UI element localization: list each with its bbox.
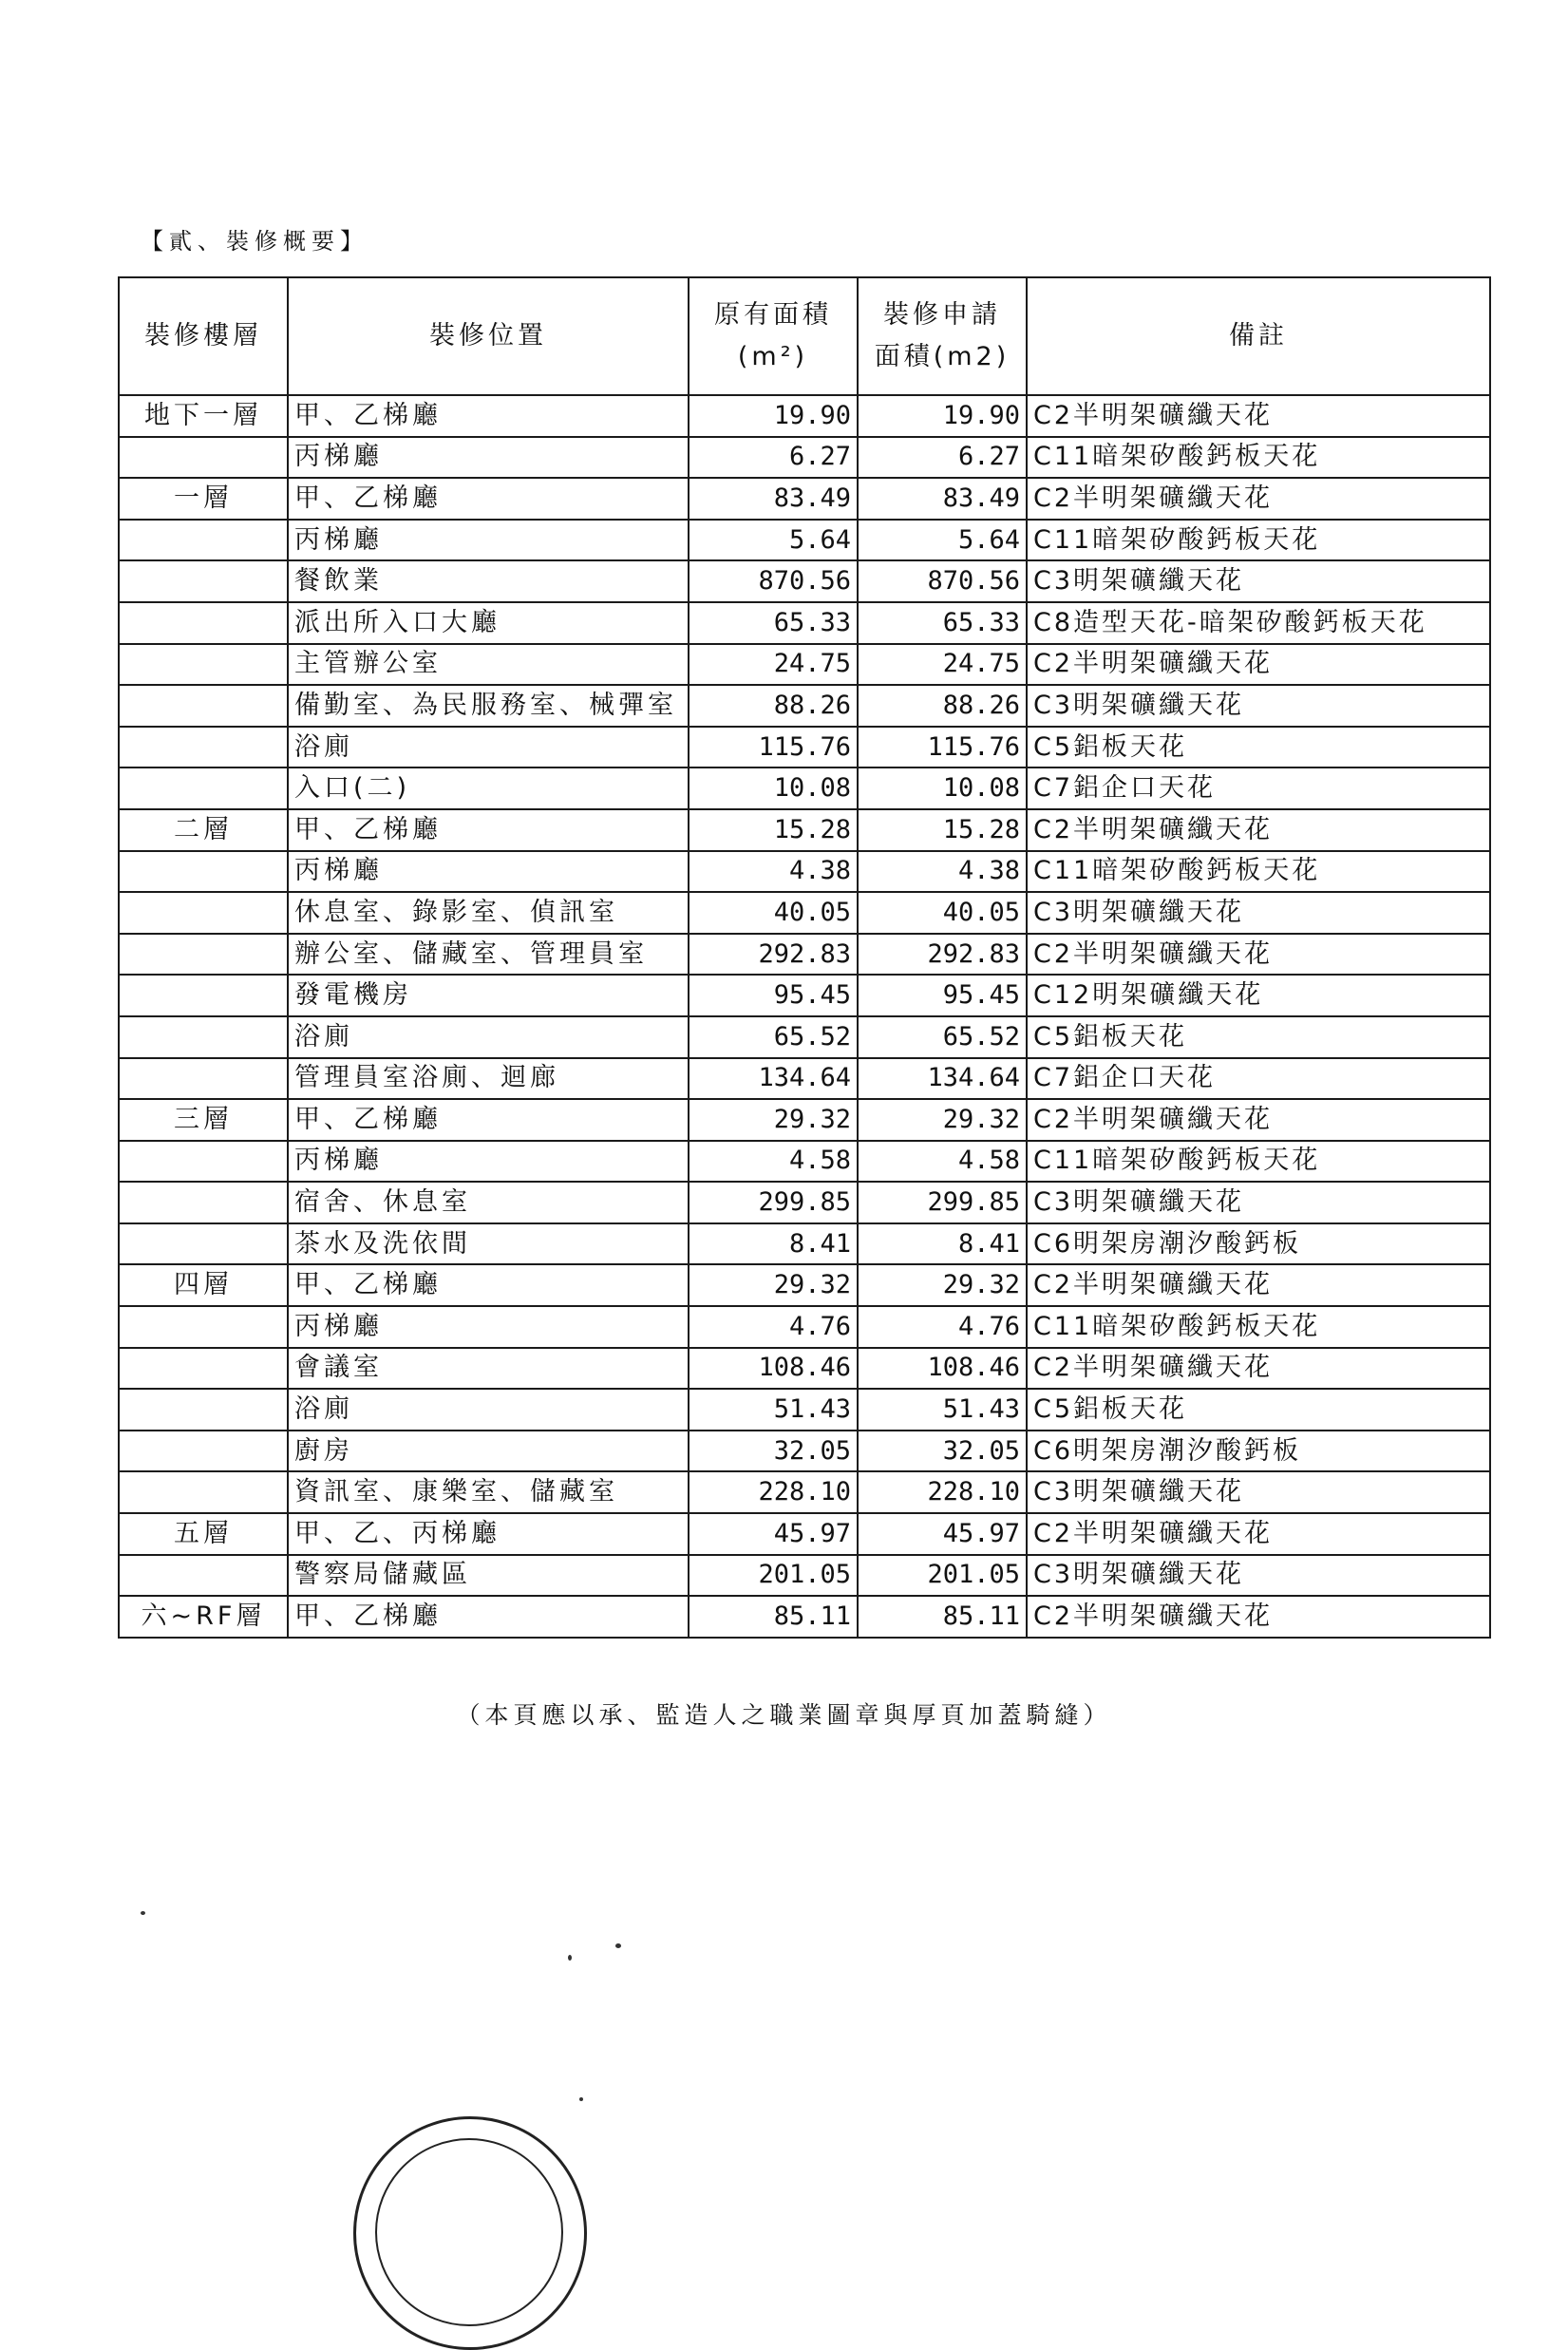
note-cell: C3明架礦纖天花 [1027, 560, 1490, 602]
table-row [119, 1223, 1490, 1265]
apply-area-cell: 65.33 [858, 602, 1027, 644]
apply-area-cell: 134.64 [858, 1058, 1027, 1100]
apply-area-cell: 24.75 [858, 644, 1027, 686]
note-cell: C6明架房潮汐酸鈣板 [1027, 1223, 1490, 1265]
floor-cell: 五層 [119, 1513, 288, 1555]
note-cell: C11暗架矽酸鈣板天花 [1027, 1306, 1490, 1348]
note-cell: C6明架房潮汐酸鈣板 [1027, 1431, 1490, 1472]
apply-area-cell: 29.32 [858, 1099, 1027, 1141]
original-area-cell: 65.52 [689, 1016, 858, 1058]
floor-cell [119, 768, 288, 809]
floor-cell [119, 560, 288, 602]
location-cell: 宿舍、休息室 [288, 1182, 689, 1223]
section-heading: 【貳、裝修概要】 [141, 228, 368, 255]
table-row [119, 1555, 1490, 1597]
note-cell: C2半明架礦纖天花 [1027, 1348, 1490, 1390]
original-area-cell: 10.08 [689, 768, 858, 809]
note-cell: C12明架礦纖天花 [1027, 975, 1490, 1016]
floor-cell [119, 685, 288, 727]
location-cell: 丙梯廳 [288, 437, 689, 479]
header-note: 備註 [1027, 277, 1490, 395]
location-cell: 甲、乙、丙梯廳 [288, 1513, 689, 1555]
original-area-cell: 88.26 [689, 685, 858, 727]
location-cell: 管理員室浴廁、迴廊 [288, 1058, 689, 1100]
location-cell: 浴廁 [288, 1016, 689, 1058]
floor-cell [119, 1348, 288, 1390]
table-body [119, 395, 1490, 1638]
original-area-cell: 15.28 [689, 809, 858, 851]
header-original-area-unit: (m²) [737, 342, 809, 371]
location-cell: 辦公室、儲藏室、管理員室 [288, 934, 689, 976]
header-apply-area [858, 277, 1027, 395]
original-area-cell: 4.38 [689, 851, 858, 893]
apply-area-cell: 83.49 [858, 478, 1027, 520]
original-area-cell: 29.32 [689, 1099, 858, 1141]
location-cell: 警察局儲藏區 [288, 1555, 689, 1597]
apply-area-cell: 8.41 [858, 1223, 1027, 1265]
table-row [119, 478, 1490, 520]
apply-area-cell: 29.32 [858, 1264, 1027, 1306]
floor-cell [119, 1223, 288, 1265]
table-row [119, 934, 1490, 976]
location-cell: 甲、乙梯廳 [288, 1596, 689, 1638]
original-area-cell: 8.41 [689, 1223, 858, 1265]
note-cell: C7鋁企口天花 [1027, 768, 1490, 809]
location-cell: 餐飲業 [288, 560, 689, 602]
scan-speck [615, 1943, 621, 1948]
original-area-cell: 228.10 [689, 1471, 858, 1513]
table-row [119, 1389, 1490, 1431]
original-area-cell: 51.43 [689, 1389, 858, 1431]
table-row [119, 685, 1490, 727]
header-location: 裝修位置 [288, 277, 689, 395]
original-area-cell: 6.27 [689, 437, 858, 479]
note-cell: C2半明架礦纖天花 [1027, 809, 1490, 851]
note-cell: C3明架礦纖天花 [1027, 1555, 1490, 1597]
original-area-cell: 32.05 [689, 1431, 858, 1472]
header-original-area [689, 277, 858, 395]
table-row [119, 1099, 1490, 1141]
apply-area-cell: 51.43 [858, 1389, 1027, 1431]
header-apply-area-label: 裝修申請 [883, 300, 1001, 330]
apply-area-cell: 870.56 [858, 560, 1027, 602]
apply-area-cell: 299.85 [858, 1182, 1027, 1223]
floor-cell [119, 727, 288, 768]
location-cell: 浴廁 [288, 727, 689, 768]
original-area-cell: 870.56 [689, 560, 858, 602]
note-cell: C3明架礦纖天花 [1027, 1471, 1490, 1513]
original-area-cell: 65.33 [689, 602, 858, 644]
header-apply-area-unit: 面積(m2) [874, 342, 1011, 371]
apply-area-cell: 4.38 [858, 851, 1027, 893]
floor-cell [119, 602, 288, 644]
apply-area-cell: 108.46 [858, 1348, 1027, 1390]
footer-note: （本頁應以承、監造人之職業圖章與厚頁加蓋騎縫） [456, 1701, 1112, 1729]
original-area-cell: 24.75 [689, 644, 858, 686]
floor-cell [119, 1389, 288, 1431]
original-area-cell: 108.46 [689, 1348, 858, 1390]
table-row [119, 851, 1490, 893]
apply-area-cell: 4.76 [858, 1306, 1027, 1348]
table-row [119, 1306, 1490, 1348]
note-cell: C3明架礦纖天花 [1027, 685, 1490, 727]
floor-cell [119, 1306, 288, 1348]
table-row [119, 602, 1490, 644]
table-row [119, 727, 1490, 768]
note-cell: C2半明架礦纖天花 [1027, 395, 1490, 437]
original-area-cell: 40.05 [689, 892, 858, 934]
note-cell: C5鋁板天花 [1027, 1016, 1490, 1058]
location-cell: 甲、乙梯廳 [288, 478, 689, 520]
original-area-cell: 299.85 [689, 1182, 858, 1223]
floor-cell: 地下一層 [119, 395, 288, 437]
original-area-cell: 29.32 [689, 1264, 858, 1306]
note-cell: C3明架礦纖天花 [1027, 892, 1490, 934]
table-row [119, 560, 1490, 602]
note-cell: C2半明架礦纖天花 [1027, 644, 1490, 686]
renovation-summary-table [118, 276, 1491, 1639]
apply-area-cell: 4.58 [858, 1141, 1027, 1183]
header-original-area-label: 原有面積 [714, 300, 832, 330]
apply-area-cell: 15.28 [858, 809, 1027, 851]
floor-cell: 六~RF層 [119, 1596, 288, 1638]
header-floor: 裝修樓層 [119, 277, 288, 395]
note-cell: C11暗架矽酸鈣板天花 [1027, 437, 1490, 479]
original-area-cell: 4.58 [689, 1141, 858, 1183]
note-cell: C11暗架矽酸鈣板天花 [1027, 520, 1490, 561]
apply-area-cell: 5.64 [858, 520, 1027, 561]
official-seal-stamp [353, 2116, 587, 2350]
location-cell: 茶水及洗依間 [288, 1223, 689, 1265]
location-cell: 丙梯廳 [288, 851, 689, 893]
location-cell: 甲、乙梯廳 [288, 809, 689, 851]
table-row [119, 975, 1490, 1016]
original-area-cell: 83.49 [689, 478, 858, 520]
location-cell: 丙梯廳 [288, 1306, 689, 1348]
apply-area-cell: 95.45 [858, 975, 1027, 1016]
apply-area-cell: 65.52 [858, 1016, 1027, 1058]
note-cell: C5鋁板天花 [1027, 1389, 1490, 1431]
table-row [119, 768, 1490, 809]
apply-area-cell: 228.10 [858, 1471, 1027, 1513]
floor-cell [119, 1182, 288, 1223]
apply-area-cell: 6.27 [858, 437, 1027, 479]
floor-cell [119, 437, 288, 479]
apply-area-cell: 292.83 [858, 934, 1027, 976]
note-cell: C2半明架礦纖天花 [1027, 1513, 1490, 1555]
original-area-cell: 292.83 [689, 934, 858, 976]
floor-cell [119, 1016, 288, 1058]
table-row [119, 1016, 1490, 1058]
original-area-cell: 201.05 [689, 1555, 858, 1597]
table-row [119, 809, 1490, 851]
location-cell: 會議室 [288, 1348, 689, 1390]
apply-area-cell: 115.76 [858, 727, 1027, 768]
table-row [119, 644, 1490, 686]
table-row [119, 1513, 1490, 1555]
location-cell: 派出所入口大廳 [288, 602, 689, 644]
floor-cell [119, 934, 288, 976]
table-row [119, 1596, 1490, 1638]
table-row [119, 1471, 1490, 1513]
original-area-cell: 95.45 [689, 975, 858, 1016]
apply-area-cell: 201.05 [858, 1555, 1027, 1597]
table-row [119, 1141, 1490, 1183]
scan-speck [141, 1911, 145, 1915]
apply-area-cell: 40.05 [858, 892, 1027, 934]
note-cell: C5鋁板天花 [1027, 727, 1490, 768]
location-cell: 入口(二) [288, 768, 689, 809]
table-row [119, 437, 1490, 479]
table-row [119, 892, 1490, 934]
note-cell: C2半明架礦纖天花 [1027, 1099, 1490, 1141]
original-area-cell: 45.97 [689, 1513, 858, 1555]
location-cell: 甲、乙梯廳 [288, 1264, 689, 1306]
note-cell: C2半明架礦纖天花 [1027, 478, 1490, 520]
apply-area-cell: 10.08 [858, 768, 1027, 809]
apply-area-cell: 88.26 [858, 685, 1027, 727]
scan-speck [579, 2097, 583, 2101]
floor-cell: 三層 [119, 1099, 288, 1141]
note-cell: C2半明架礦纖天花 [1027, 934, 1490, 976]
table-row [119, 395, 1490, 437]
original-area-cell: 85.11 [689, 1596, 858, 1638]
floor-cell [119, 1431, 288, 1472]
scan-speck [568, 1955, 572, 1961]
table-row [119, 1058, 1490, 1100]
floor-cell [119, 1471, 288, 1513]
original-area-cell: 4.76 [689, 1306, 858, 1348]
note-cell: C11暗架矽酸鈣板天花 [1027, 1141, 1490, 1183]
location-cell: 休息室、錄影室、偵訊室 [288, 892, 689, 934]
location-cell: 主管辦公室 [288, 644, 689, 686]
location-cell: 丙梯廳 [288, 520, 689, 561]
floor-cell [119, 851, 288, 893]
table-row [119, 520, 1490, 561]
location-cell: 甲、乙梯廳 [288, 1099, 689, 1141]
floor-cell [119, 520, 288, 561]
floor-cell [119, 1058, 288, 1100]
location-cell: 發電機房 [288, 975, 689, 1016]
floor-cell [119, 1141, 288, 1183]
table-row [119, 1264, 1490, 1306]
floor-cell: 二層 [119, 809, 288, 851]
apply-area-cell: 19.90 [858, 395, 1027, 437]
note-cell: C3明架礦纖天花 [1027, 1182, 1490, 1223]
note-cell: C11暗架矽酸鈣板天花 [1027, 851, 1490, 893]
table-row [119, 1348, 1490, 1390]
apply-area-cell: 45.97 [858, 1513, 1027, 1555]
apply-area-cell: 32.05 [858, 1431, 1027, 1472]
floor-cell: 一層 [119, 478, 288, 520]
location-cell: 備勤室、為民服務室、械彈室 [288, 685, 689, 727]
seal-inner-ring [375, 2138, 563, 2326]
original-area-cell: 115.76 [689, 727, 858, 768]
floor-cell [119, 644, 288, 686]
apply-area-cell: 85.11 [858, 1596, 1027, 1638]
floor-cell [119, 1555, 288, 1597]
original-area-cell: 19.90 [689, 395, 858, 437]
floor-cell [119, 975, 288, 1016]
table-row [119, 1182, 1490, 1223]
note-cell: C8造型天花-暗架矽酸鈣板天花 [1027, 602, 1490, 644]
note-cell: C7鋁企口天花 [1027, 1058, 1490, 1100]
table-header-row [119, 277, 1490, 395]
floor-cell [119, 892, 288, 934]
original-area-cell: 134.64 [689, 1058, 858, 1100]
original-area-cell: 5.64 [689, 520, 858, 561]
note-cell: C2半明架礦纖天花 [1027, 1596, 1490, 1638]
location-cell: 甲、乙梯廳 [288, 395, 689, 437]
floor-cell: 四層 [119, 1264, 288, 1306]
location-cell: 丙梯廳 [288, 1141, 689, 1183]
location-cell: 廚房 [288, 1431, 689, 1472]
table-row [119, 1431, 1490, 1472]
location-cell: 資訊室、康樂室、儲藏室 [288, 1471, 689, 1513]
note-cell: C2半明架礦纖天花 [1027, 1264, 1490, 1306]
location-cell: 浴廁 [288, 1389, 689, 1431]
